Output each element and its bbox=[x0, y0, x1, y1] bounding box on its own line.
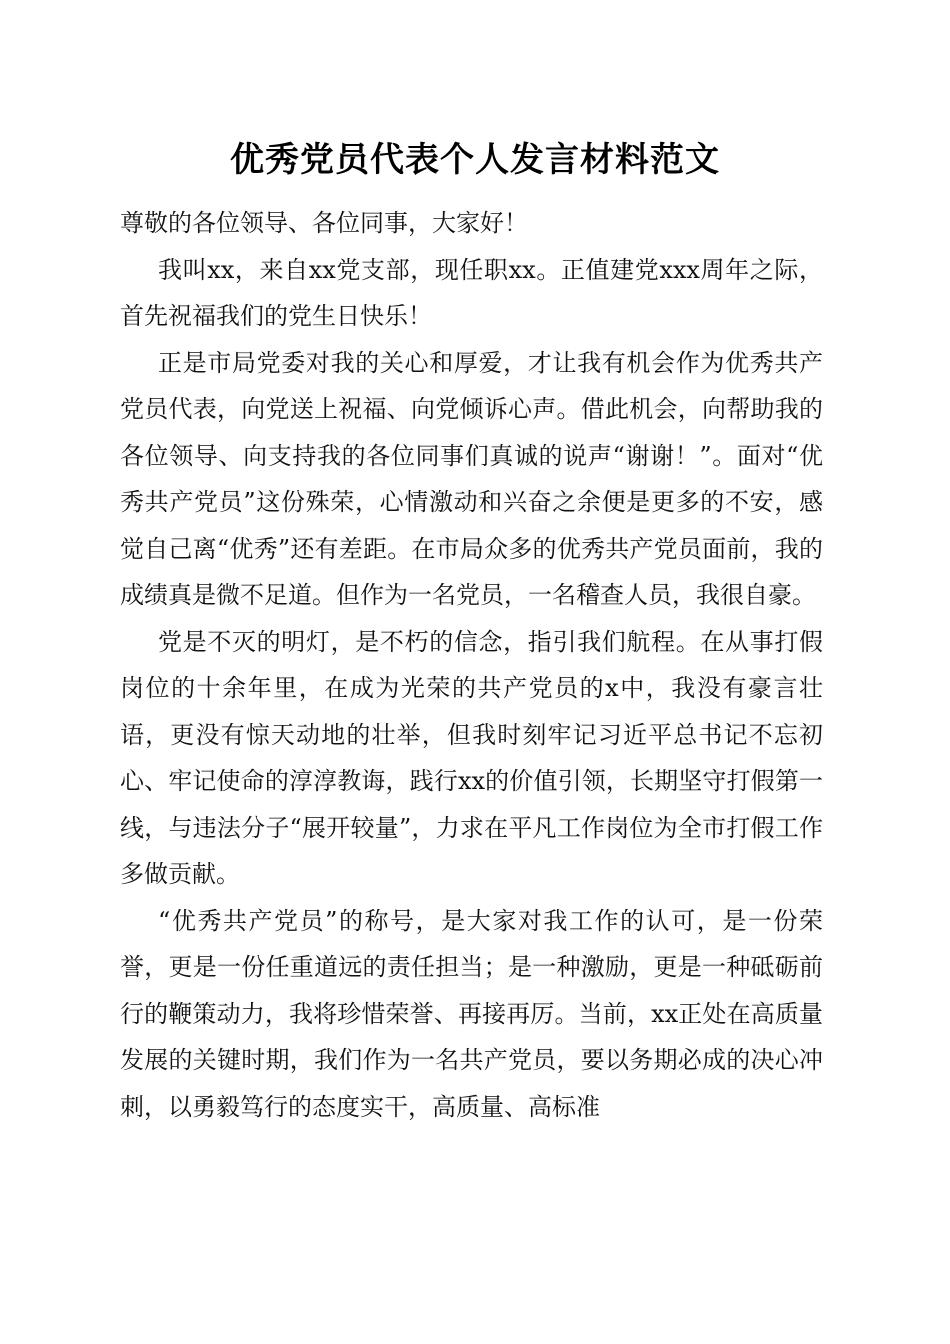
paragraph-introduction: 我叫xx，来自xx党支部，现任职xx。正值建党xxx周年之际，首先祝福我们的党生日快乐！ bbox=[120, 255, 823, 330]
paragraph-honor-commitment: “优秀共产党员”的称号，是大家对我工作的认可，是一份荣誉，更是一份任重道远的责任担当；是一种激励，更是一种砥砺前行的鞭策动力，我将珍惜荣誉、再接再厉。当前，xx正处在高质量发展的关键时期，我们作为一名共产党员，要以务期必成的决心冲刺，以勇毅笃行的态度实干，高质量、高标准 bbox=[120, 906, 823, 1121]
paragraph-party-belief: 党是不灭的明灯，是不朽的信念，指引我们航程。在从事打假岗位的十余年里，在成为光荣的共产党员的x中，我没有豪言壮语，更没有惊天动地的壮举，但我时刻牢记习近平总书记不忘初心、牢记使命的淳淳教诲，践行xx的价值引领，长期坚守打假第一线，与违法分子“展开较量”，力求在平凡工作岗位为全市打假工作多做贡献。 bbox=[120, 627, 823, 888]
document-body bbox=[120, 200, 823, 1130]
paragraph-gratitude: 正是市局党委对我的关心和厚爱，才让我有机会作为优秀共产党员代表，向党送上祝福、向党倾诉心声。借此机会，向帮助我的各位领导、向支持我的各位同事们真诚的说声“谢谢！”。面对“优秀共产党员”这份殊荣，心情激动和兴奋之余便是更多的不安，感觉自己离“优秀”还有差距。在市局众多的优秀共产党员面前，我的成绩真是微不足道。但作为一名党员，一名稽查人员，我很自豪。 bbox=[120, 348, 823, 609]
document-title: 优秀党员代表个人发言材料范文 bbox=[230, 140, 720, 180]
paragraph-greeting: 尊敬的各位领导、各位同事，大家好！ bbox=[120, 209, 528, 237]
